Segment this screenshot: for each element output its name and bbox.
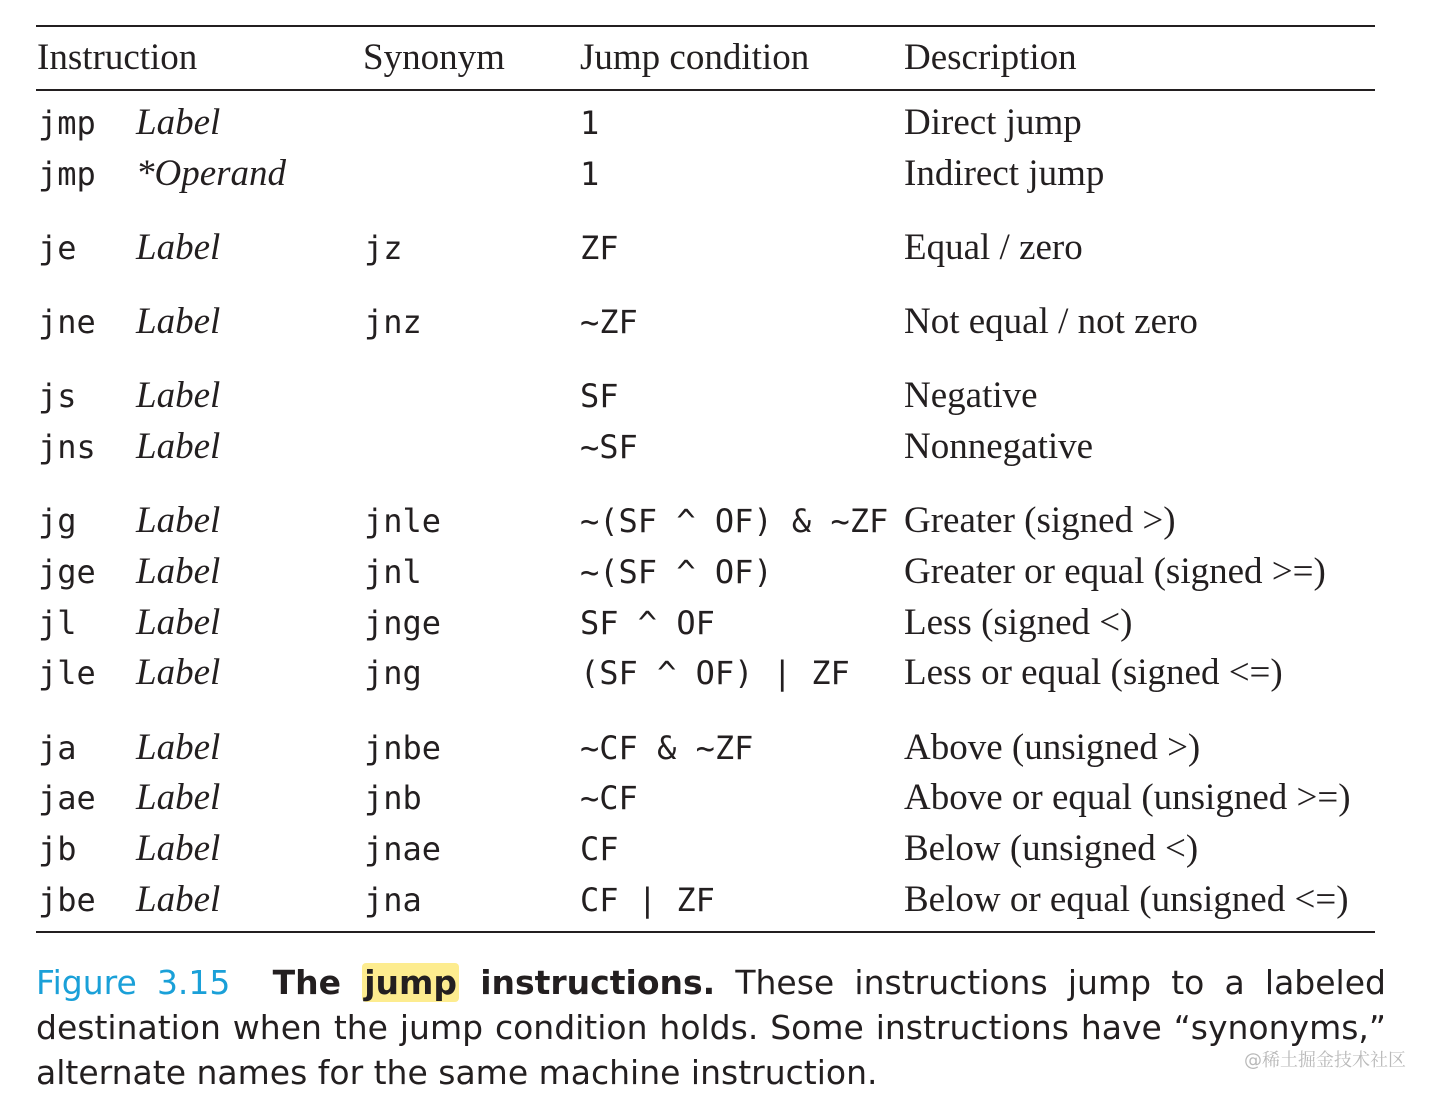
synonym-cell: jnl xyxy=(364,553,422,591)
operand-cell: Label xyxy=(136,500,221,541)
instruction-cell: ja xyxy=(38,729,77,767)
table-row xyxy=(0,100,1434,146)
table-row xyxy=(0,498,1434,544)
description-cell: Below or equal (unsigned <=) xyxy=(904,879,1349,920)
synonym-cell: jnae xyxy=(364,830,442,868)
instruction-cell: jns xyxy=(38,428,96,466)
synonym-cell: jnge xyxy=(364,604,442,642)
condition-cell: ZF xyxy=(580,229,619,267)
instruction-cell: jne xyxy=(38,303,96,341)
table-row xyxy=(0,549,1434,595)
instruction-cell: jmp xyxy=(38,155,96,193)
table-row xyxy=(0,373,1434,419)
instruction-cell: jb xyxy=(38,830,77,868)
condition-cell: ~SF xyxy=(580,428,638,466)
table-row xyxy=(0,600,1434,646)
operand-cell: Label xyxy=(136,375,221,416)
header-instruction: Instruction xyxy=(37,37,198,78)
condition-cell: SF ^ OF xyxy=(580,604,715,642)
table-row xyxy=(0,826,1434,872)
operand-cell: Label xyxy=(136,227,221,268)
description-cell: Greater or equal (signed >=) xyxy=(904,551,1326,592)
condition-cell: CF | ZF xyxy=(580,881,715,919)
description-cell: Not equal / not zero xyxy=(904,301,1198,342)
header-jump-condition: Jump condition xyxy=(580,37,810,78)
figure-caption-body: These instructions jump to a labeled destination when the jump condition holds. Some instructions have “synonyms,” alternate names for the same machine instruction. xyxy=(36,963,1386,1092)
figure-title-before: The xyxy=(272,963,341,1002)
synonym-cell: jng xyxy=(364,654,422,692)
operand-cell: Label xyxy=(136,652,221,693)
description-cell: Nonnegative xyxy=(904,426,1094,467)
condition-cell: SF xyxy=(580,377,619,415)
synonym-cell: jnbe xyxy=(364,729,442,767)
condition-cell: ~CF xyxy=(580,779,638,817)
figure-title-after: instructions. xyxy=(480,963,716,1002)
condition-cell: ~(SF ^ OF) & ~ZF xyxy=(580,502,889,540)
operand-cell: Label xyxy=(136,102,221,143)
synonym-cell: jnz xyxy=(364,303,422,341)
table-row xyxy=(0,877,1434,923)
table-row xyxy=(0,225,1434,271)
table-row xyxy=(0,725,1434,771)
operand-cell: Label xyxy=(136,727,221,768)
table-bottom-rule xyxy=(36,931,1375,933)
condition-cell: (SF ^ OF) | ZF xyxy=(580,654,850,692)
synonym-cell: jz xyxy=(364,229,403,267)
condition-cell: ~(SF ^ OF) xyxy=(580,553,773,591)
operand-cell: Label xyxy=(136,602,221,643)
figure-caption xyxy=(36,960,1386,1095)
instruction-cell: jl xyxy=(38,604,77,642)
instruction-cell: jmp xyxy=(38,104,96,142)
description-cell: Negative xyxy=(904,375,1038,416)
description-cell: Less (signed <) xyxy=(904,602,1133,643)
description-cell: Less or equal (signed <=) xyxy=(904,652,1283,693)
description-cell: Greater (signed >) xyxy=(904,500,1176,541)
table-header-rule xyxy=(36,89,1375,91)
instruction-cell: jle xyxy=(38,654,96,692)
operand-cell: Label xyxy=(136,426,221,467)
instruction-cell: jge xyxy=(38,553,96,591)
instruction-cell: je xyxy=(38,229,77,267)
figure-label: Figure 3.15 xyxy=(36,963,231,1002)
watermark: @稀土掘金技术社区 xyxy=(1244,1050,1406,1071)
description-cell: Above (unsigned >) xyxy=(904,727,1201,768)
table-row xyxy=(0,650,1434,696)
header-synonym: Synonym xyxy=(363,37,505,78)
operand-cell: Label xyxy=(136,879,221,920)
condition-cell: ~CF & ~ZF xyxy=(580,729,754,767)
operand-cell: Label xyxy=(136,551,221,592)
operand-cell: Label xyxy=(136,301,221,342)
synonym-cell: jna xyxy=(364,881,422,919)
operand-cell: *Operand xyxy=(136,153,287,194)
table-row xyxy=(0,151,1434,197)
description-cell: Above or equal (unsigned >=) xyxy=(904,777,1351,818)
header-description: Description xyxy=(904,37,1077,78)
condition-cell: 1 xyxy=(580,104,600,142)
instruction-cell: jbe xyxy=(38,881,96,919)
synonym-cell: jnb xyxy=(364,779,422,817)
description-cell: Below (unsigned <) xyxy=(904,828,1199,869)
instruction-cell: js xyxy=(38,377,77,415)
table-row xyxy=(0,424,1434,470)
operand-cell: Label xyxy=(136,777,221,818)
synonym-cell: jnle xyxy=(364,502,442,540)
description-cell: Equal / zero xyxy=(904,227,1083,268)
instruction-cell: jg xyxy=(38,502,77,540)
condition-cell: 1 xyxy=(580,155,600,193)
highlighted-word: jump xyxy=(364,963,457,1002)
table-top-rule xyxy=(36,25,1375,27)
table-row xyxy=(0,299,1434,345)
figure-title xyxy=(273,963,716,1002)
description-cell: Direct jump xyxy=(904,102,1082,143)
description-cell: Indirect jump xyxy=(904,153,1105,194)
operand-cell: Label xyxy=(136,828,221,869)
condition-cell: CF xyxy=(580,830,619,868)
instruction-cell: jae xyxy=(38,779,96,817)
table-row xyxy=(0,775,1434,821)
condition-cell: ~ZF xyxy=(580,303,638,341)
